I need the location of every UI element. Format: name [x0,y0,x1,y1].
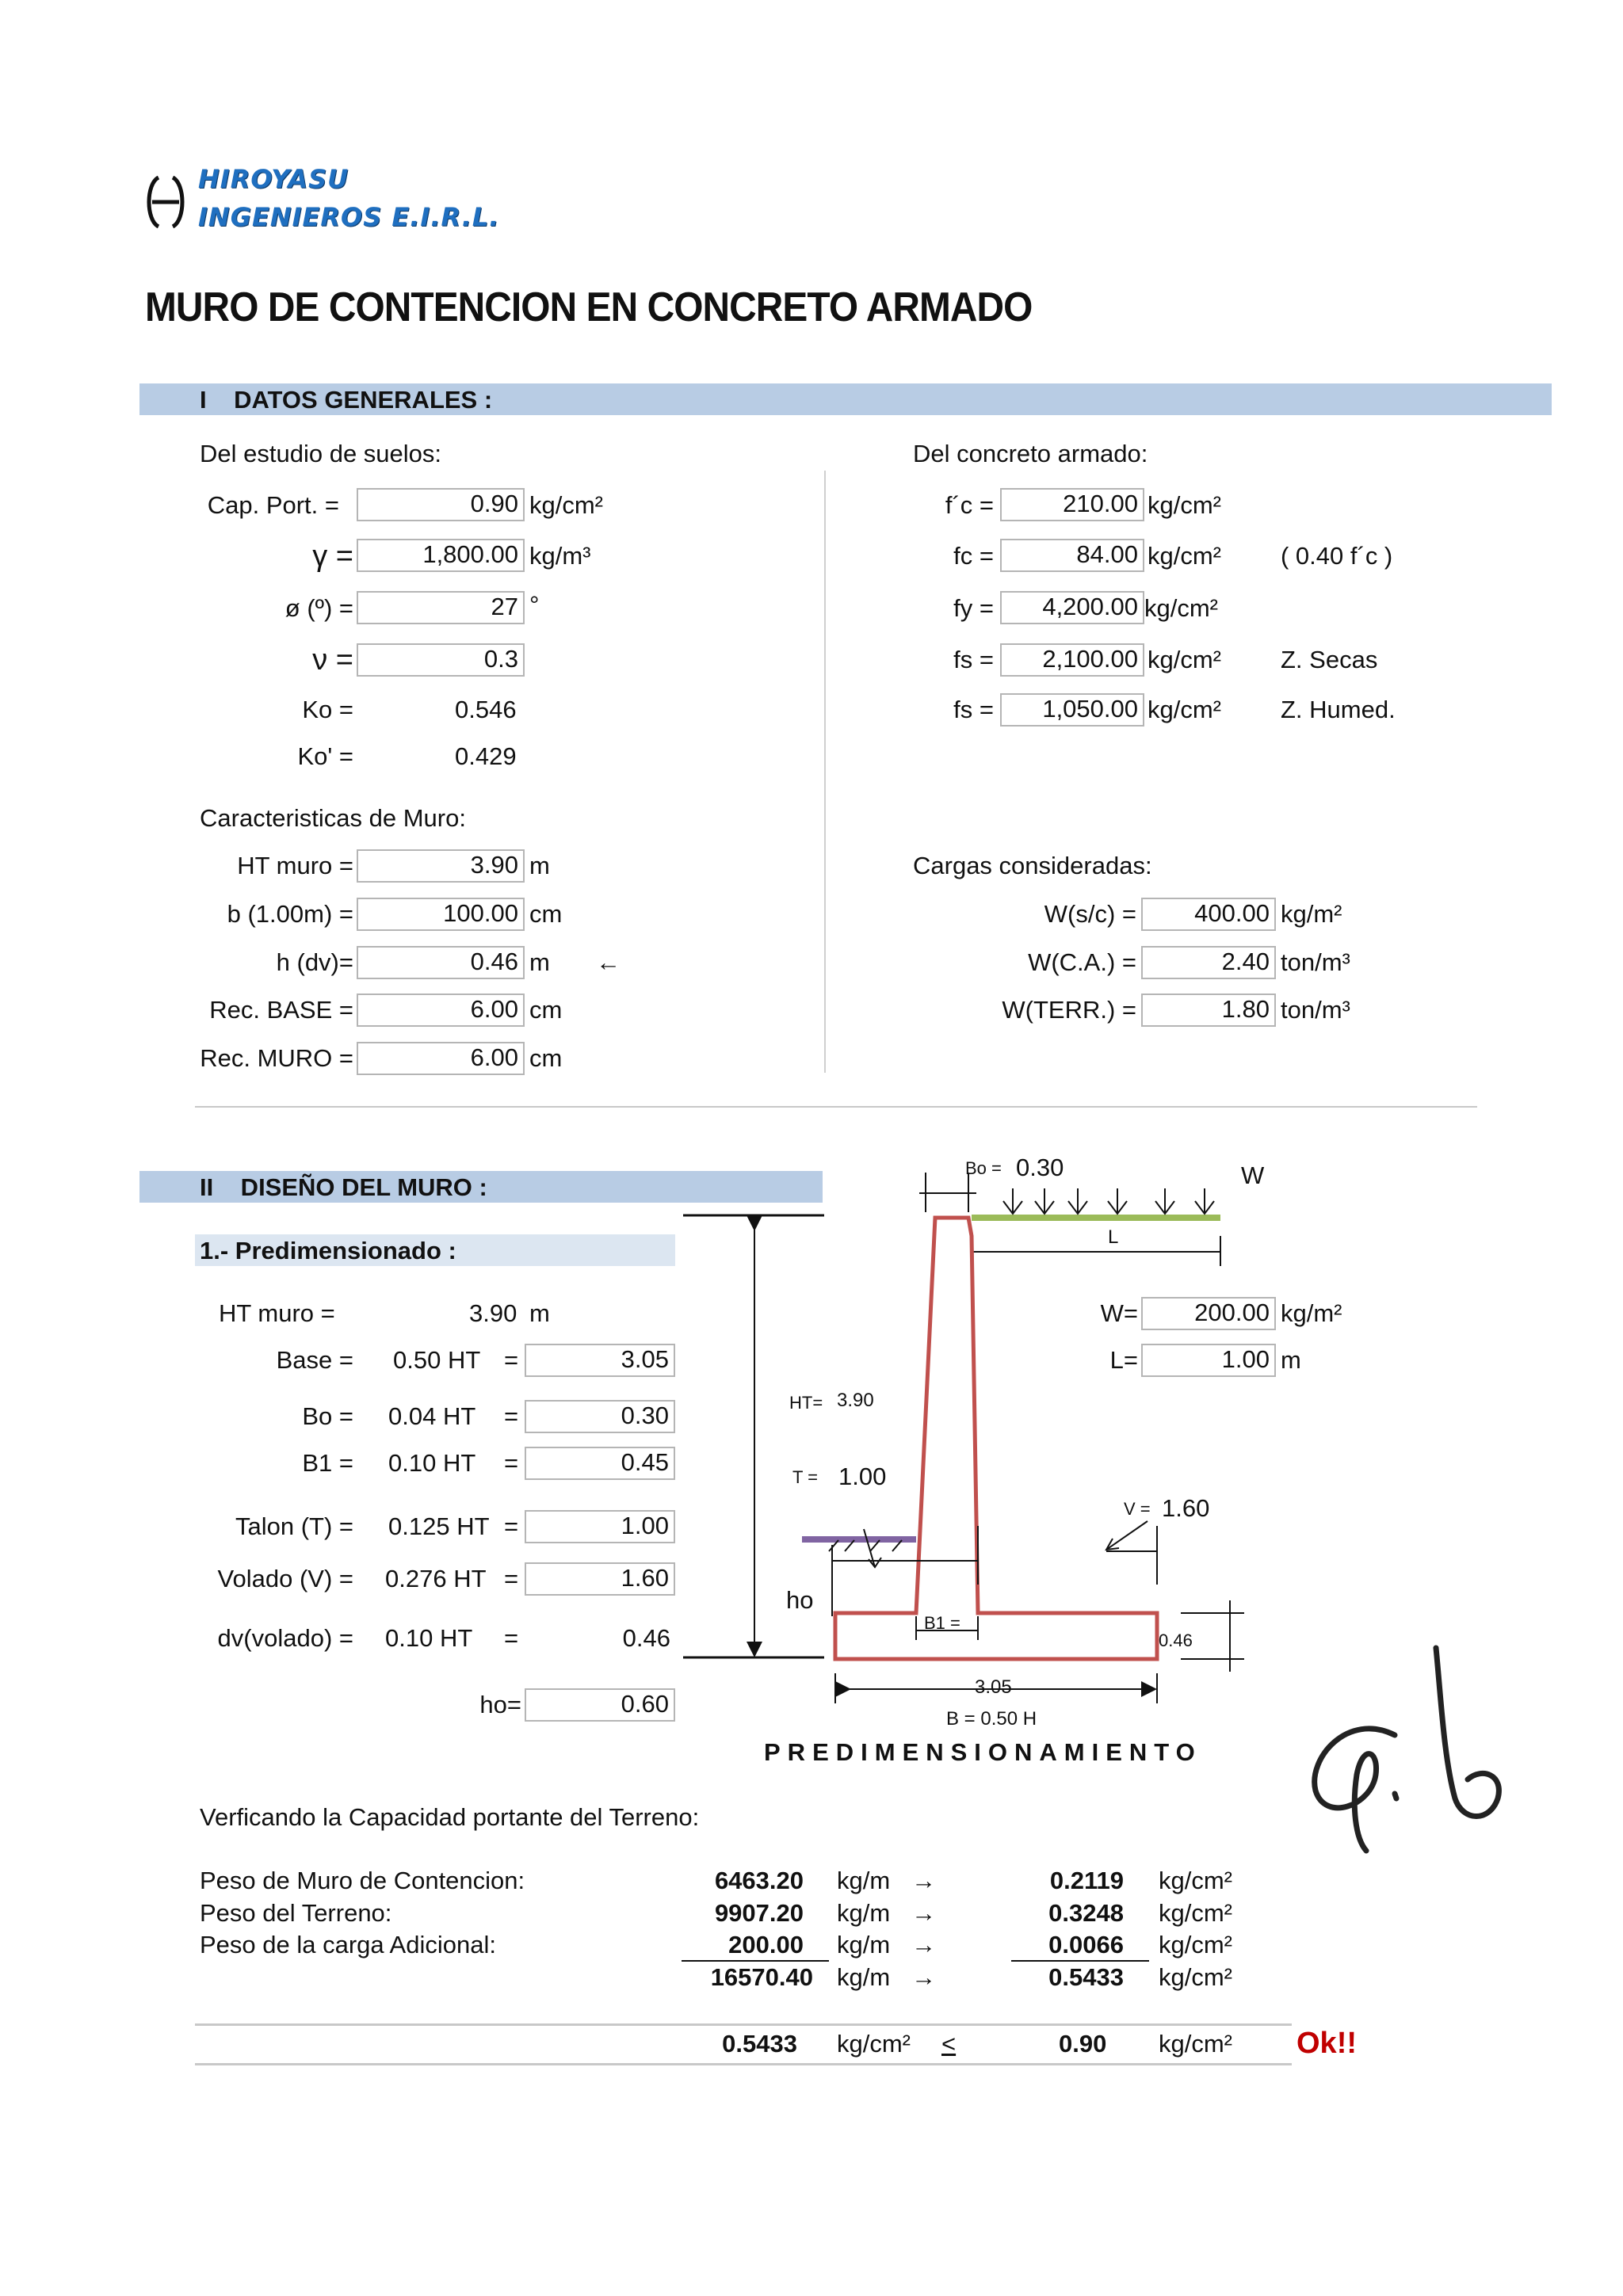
b-field[interactable]: 100.00 [357,898,525,931]
b1-eq: = [504,1449,519,1477]
rec-base-unit: cm [529,996,563,1024]
fs2-label: fs = [953,696,994,723]
concrete-heading: Del concreto armado: [913,440,1148,467]
verification-value: 9907.20 [714,1899,804,1927]
diagram-v-label: V = [1124,1499,1151,1519]
fc-label: f´c = [945,491,994,519]
diagram-ho-label: ho [786,1586,814,1614]
check-unit: kg/cm² [837,2030,911,2058]
verification-total: 16570.40 [710,1963,813,1991]
ko-prime-label: Ko' = [297,742,353,770]
load-arrows [1003,1188,1214,1214]
fy-label: fy = [953,594,994,622]
ht-field[interactable]: 3.90 [357,849,525,883]
phi-unit: ° [529,591,540,619]
ko-label: Ko = [302,696,353,723]
bo-field[interactable]: 0.30 [525,1400,675,1433]
b1-field[interactable]: 0.45 [525,1447,675,1480]
verification-result: 0.0066 [1048,1931,1124,1958]
verification-result-unit: kg/cm² [1159,1899,1232,1927]
wsc-unit: kg/m² [1281,900,1342,928]
fy-unit: kg/cm² [1144,594,1218,622]
fs2-unit: kg/cm² [1148,696,1221,723]
nu-label: ν = [312,643,353,677]
phi-field[interactable]: 27 [357,591,525,624]
diagram-w-label: W [1241,1161,1265,1189]
rec-muro-unit: cm [529,1044,563,1072]
ho-label: ho= [479,1691,521,1718]
arrow-right-icon: → [911,1899,936,1927]
diagram-bo-value: 0.30 [1016,1154,1064,1181]
fs1-note: Z. Secas [1281,646,1378,673]
fs2-field[interactable]: 1,050.00 [1000,693,1144,727]
base-field[interactable]: 3.05 [525,1344,675,1377]
b1-factor: 0.10 HT [388,1449,476,1477]
l-dimension [972,1236,1220,1266]
ht2-label: HT muro = [219,1299,335,1327]
verification-value: 6463.20 [714,1867,804,1894]
fc2-note: ( 0.40 f´c ) [1281,542,1393,570]
ko-prime-value: 0.429 [455,742,517,770]
ht2-unit: m [529,1299,550,1327]
fc-field[interactable]: 210.00 [1000,488,1144,521]
diagram-ht-label: HT= [789,1393,823,1413]
ht-unit: m [529,852,550,879]
wsc-label: W(s/c) = [1044,900,1136,928]
verification-result: 0.3248 [1048,1899,1124,1927]
diagram-bo-label: Bo = [965,1158,1002,1178]
hdv-arrow-icon: ← [596,948,621,976]
wterr-unit: ton/m³ [1281,996,1350,1024]
verification-label: Peso del Terreno: [200,1899,392,1927]
dv-value: 0.46 [622,1624,670,1652]
verification-unit: kg/m [837,1899,891,1927]
bo-label: Bo = [302,1402,353,1430]
l-label: L= [1109,1346,1138,1374]
dv-eq: = [504,1624,519,1652]
fc2-label: fc = [953,542,994,570]
cap-port-unit: kg/cm² [529,491,603,519]
base-factor: 0.50 HT [393,1346,481,1374]
section-2-heading: II DISEÑO DEL MURO : [200,1173,487,1201]
cap-port-field[interactable]: 0.90 [357,488,525,521]
b-label: b (1.00m) = [227,900,353,928]
hdv-field[interactable]: 0.46 [357,946,525,979]
base-label: Base = [276,1346,353,1374]
wterr-field[interactable]: 1.80 [1141,994,1276,1027]
wsc-field[interactable]: 400.00 [1141,898,1276,931]
fs1-unit: kg/cm² [1148,646,1221,673]
volado-label: Volado (V) = [217,1565,353,1592]
cap-port-label: Cap. Port. = [207,491,339,519]
verification-result-unit: kg/cm² [1159,1867,1232,1894]
base-eq: = [504,1346,519,1374]
rec-muro-label: Rec. MURO = [200,1044,353,1072]
volado-eq: = [504,1565,519,1592]
b-unit: cm [529,900,563,928]
loads-heading: Cargas consideradas: [913,852,1152,879]
rec-base-field[interactable]: 6.00 [357,994,525,1027]
check-limit: 0.90 [1059,2030,1107,2058]
rec-muro-field[interactable]: 6.00 [357,1042,525,1075]
check-rule-top [195,2023,1292,2026]
fy-field[interactable]: 4,200.00 [1000,591,1144,624]
l-field[interactable]: 1.00 [1141,1344,1276,1377]
l-unit: m [1281,1346,1301,1374]
rec-base-label: Rec. BASE = [209,996,353,1024]
fc2-unit: kg/cm² [1148,542,1221,570]
page-title: MURO DE CONTENCION EN CONCRETO ARMADO [145,284,1033,330]
check-operator: < [941,2030,957,2058]
wca-label: W(C.A.) = [1028,948,1136,976]
verification-label: Peso de Muro de Contencion: [200,1867,525,1894]
check-limit-unit: kg/cm² [1159,2030,1232,2058]
verification-value: 200.00 [728,1931,804,1958]
logo-line2: INGENIEROS E.I.R.L. [198,202,500,232]
fs1-label: fs = [953,646,994,673]
verification-unit: kg/m [837,1931,891,1958]
sum-rule [1011,1960,1149,1962]
diagram-v-value: 1.60 [1162,1494,1210,1522]
wall-heading: Caracteristicas de Muro: [200,804,466,832]
ht-label: HT muro = [237,852,353,879]
talon-eq: = [504,1512,519,1540]
gamma-unit: kg/m³ [529,542,591,570]
diagram-dv-value: 0.46 [1159,1630,1193,1650]
wall-outline [835,1218,1157,1659]
diagram-ht-value: 3.90 [837,1390,874,1411]
wca-unit: ton/m³ [1281,948,1350,976]
verification-unit: kg/m [837,1963,891,1991]
gamma-field[interactable]: 1,800.00 [357,539,525,572]
diagram-l-label: L [1108,1226,1119,1248]
verification-result-unit: kg/cm² [1159,1931,1232,1958]
ho-field[interactable]: 0.60 [525,1688,675,1722]
ht2-value: 3.90 [469,1299,517,1327]
diagram-t-label: T = [792,1467,819,1487]
bo-factor: 0.04 HT [388,1402,476,1430]
verification-heading: Verficando la Capacidad portante del Terreno: [200,1803,700,1831]
hdv-label: h (dv)= [276,948,353,976]
sum-rule [682,1960,829,1962]
phi-label: ø (º) = [285,594,353,622]
volado-field[interactable]: 1.60 [525,1562,675,1596]
w-label: W= [1100,1299,1138,1327]
volado-factor: 0.276 HT [385,1565,487,1592]
diagram-caption: PREDIMENSIONAMIENTO [764,1738,1202,1766]
arrow-right-icon: → [911,1963,936,1991]
w-field[interactable]: 200.00 [1141,1297,1276,1330]
fs2-note: Z. Humed. [1281,696,1396,723]
b1-label: B1 = [302,1449,353,1477]
bo-eq: = [504,1402,519,1430]
dv-label: dv(volado) = [217,1624,353,1652]
status-badge: Ok!! [1296,2027,1357,2060]
diagram-base-value: 3.05 [975,1676,1012,1698]
arrow-right-icon: → [911,1931,936,1958]
talon-label: Talon (T) = [235,1512,353,1540]
fc-unit: kg/cm² [1148,491,1221,519]
signature [1315,1648,1499,1851]
logo-line1: HIROYASU [198,164,349,194]
verification-label: Peso de la carga Adicional: [200,1931,496,1958]
subsection-heading: 1.- Predimensionado : [200,1237,456,1264]
v-arrow-icon [1106,1521,1148,1550]
check-rule-bottom [195,2063,1292,2065]
verification-result: 0.2119 [1049,1867,1124,1894]
check-value: 0.5433 [722,2030,797,2058]
arrow-right-icon: → [911,1867,936,1894]
diagram-b1-label: B1 = [924,1613,960,1633]
dv-factor: 0.10 HT [385,1624,473,1652]
talon-factor: 0.125 HT [388,1512,490,1540]
nu-field[interactable]: 0.3 [357,643,525,677]
verification-total-result: 0.5433 [1048,1963,1124,1991]
fc2-field[interactable]: 84.00 [1000,539,1144,572]
verification-result-unit: kg/cm² [1159,1963,1232,1991]
fs1-field[interactable]: 2,100.00 [1000,643,1144,677]
gamma-label: γ = [312,540,353,573]
verification-unit: kg/m [837,1867,891,1894]
wca-field[interactable]: 2.40 [1141,946,1276,979]
wterr-label: W(TERR.) = [1002,996,1136,1024]
w-unit: kg/m² [1281,1299,1342,1327]
talon-field[interactable]: 1.00 [525,1510,675,1543]
diagram-t-value: 1.00 [838,1463,887,1490]
hdv-unit: m [529,948,550,976]
soils-heading: Del estudio de suelos: [200,440,442,467]
diagram-base-formula: B = 0.50 H [946,1708,1037,1730]
section-1-heading: I DATOS GENERALES : [200,386,493,414]
ko-value: 0.546 [455,696,517,723]
